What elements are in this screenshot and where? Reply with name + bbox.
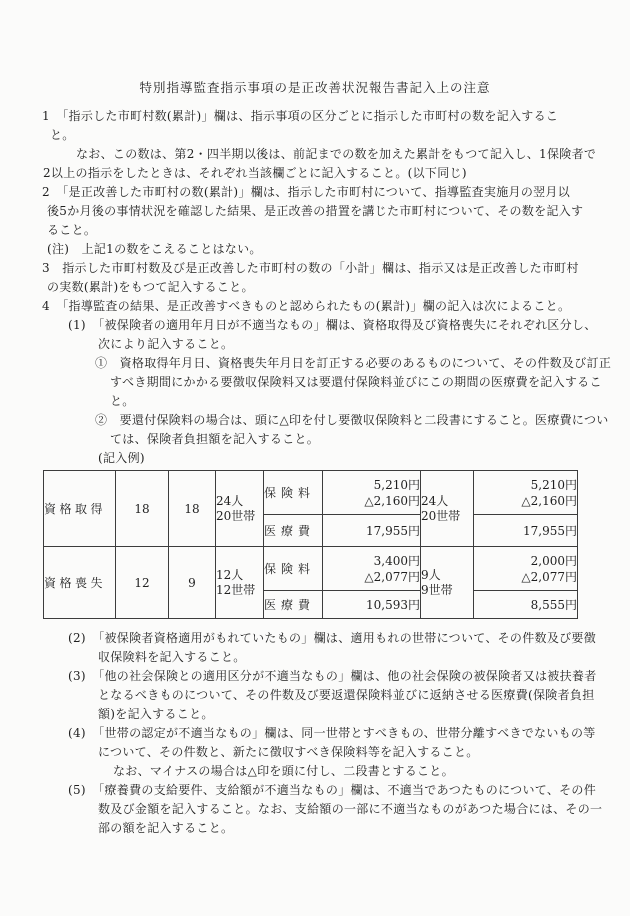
example-caption: (記入例): [98, 451, 145, 465]
persons-households-cell: [216, 471, 264, 547]
text-line: について、その件数と、新たに徴収すべき保険料等を記入すること。: [98, 745, 479, 759]
text-line: 4 「指導監査の結果、是正改善すべきものと認められたもの(累計)」欄の記入は次によること。: [42, 299, 571, 313]
text-line: (3) 「他の社会保険との適用区分が不適当なもの」欄は、他の社会保険の被保険者又は被扶養者: [68, 669, 597, 683]
text-line: (4) 「世帯の認定が不適当なもの」欄は、同一世帯とすべきもの、世帯分離すべきでないもの等: [68, 726, 596, 740]
persons-value: 12人: [216, 567, 244, 582]
text-line: なお、この数は、第2・四半期以後は、前記までの数を加えた累計をもつて記入し、1保険者で: [76, 147, 597, 161]
text-line: 3 指示した市町村数及び是正改善した市町村の数の「小計」欄は、指示又は是正改善した市町村: [42, 261, 579, 275]
body-text-bottom: [0, 629, 630, 838]
text-line: (2) 「被保険者資格適用がもれていたもの」欄は、適用もれの世帯について、その件数及び要徴: [68, 631, 597, 645]
premium-amount: 2,000円: [530, 553, 577, 568]
text-line: ② 要還付保険料の場合は、頭に△印を付し要徴収保険料と二段書にすること。医療費につい: [95, 413, 609, 427]
text-line: なお、マイナスの場合は△印を頭に付し、二段書とすること。: [113, 764, 454, 778]
households-value: 12世帯: [216, 582, 256, 597]
corrected-count-cell: 18: [169, 471, 216, 547]
category-cell: 資格喪失: [44, 547, 116, 619]
text-line: 数及び金額を記入すること。なお、支給額の一部に不適当なものがあつた場合には、その一: [98, 802, 603, 816]
premium-refund-amount: △2,160円: [364, 493, 420, 508]
premium-amount: 3,400円: [373, 553, 420, 568]
indicated-count-cell: 18: [116, 471, 169, 547]
premium-label-cell: 保険料: [264, 471, 323, 515]
category-cell: 資格取得: [44, 471, 116, 547]
premium-amount-cell: [323, 471, 421, 515]
premium-label-cell: 保険料: [264, 547, 323, 591]
text-line: (5) 「療養費の支給要件、支給額が不適当なもの」欄は、不適当であつたものについて、その件: [68, 783, 597, 797]
table-row: [44, 471, 578, 515]
table-row: [44, 547, 578, 591]
premium-amount-cell: [323, 547, 421, 591]
premium-amount: 5,210円: [373, 477, 420, 492]
persons-households-cell: [421, 547, 474, 619]
text-line: 2以上の指示をしたときは、それぞれ当該欄ごとに記入すること。(以下同じ): [43, 166, 467, 180]
text-line: 次により記入すること。: [98, 337, 234, 351]
medical-label-cell: 医療費: [264, 515, 323, 547]
medical-label-cell: 医療費: [264, 591, 323, 619]
text-line: すべき期間にかかる要徴収保険料又は要還付保険料並びにこの期間の医療費を記入するこ: [110, 375, 602, 389]
medical-amount-cell: 8,555円: [474, 591, 578, 619]
text-line: 後5か月後の事情状況を確認した結果、是正改善の措置を講じた市町村について、その数を記入す: [47, 204, 584, 218]
text-line: ① 資格取得年月日、資格喪失年月日を訂正する必要のあるものについて、その件数及び訂正: [95, 356, 612, 370]
premium-amount: 5,210円: [530, 477, 577, 492]
corrected-count-cell: 9: [169, 547, 216, 619]
text-line: の実数(累計)をもつて記入すること。: [47, 280, 254, 294]
premium-refund-amount: △2,077円: [521, 569, 577, 584]
persons-value: 24人: [216, 493, 244, 508]
text-line: 収保険料を記入すること。: [98, 650, 246, 664]
premium-amount-cell: [474, 471, 578, 515]
households-value: 20世帯: [216, 508, 256, 523]
text-line: 2 「是正改善した市町村の数(累計)」欄は、指示した市町村について、指導監査実施月の翌月以: [42, 185, 571, 199]
text-line: (1) 「被保険者の適用年月日が不適当なもの」欄は、資格取得及び資格喪失にそれぞれ区分し、: [68, 318, 597, 332]
premium-amount-cell: [474, 547, 578, 591]
text-line: ては、保険者負担額を記入すること。: [110, 432, 320, 446]
text-line: と。: [110, 394, 135, 408]
medical-amount-cell: 17,955円: [474, 515, 578, 547]
body-text-top: [0, 107, 630, 468]
text-line: 部の額を記入すること。: [98, 821, 234, 835]
text-line: 額)を記入すること。: [98, 707, 214, 721]
indicated-count-cell: 12: [116, 547, 169, 619]
page-title: 特別指導監査指示事項の是正改善状況報告書記入上の注意: [139, 80, 491, 95]
premium-refund-amount: △2,077円: [364, 569, 420, 584]
persons-households-cell: [216, 547, 264, 619]
medical-amount-cell: 10,593円: [323, 591, 421, 619]
text-line: と。: [50, 128, 75, 142]
households-value: 9世帯: [421, 582, 453, 597]
households-value: 20世帯: [421, 508, 461, 523]
persons-households-cell: [421, 471, 474, 547]
persons-value: 9人: [421, 567, 441, 582]
persons-value: 24人: [421, 493, 449, 508]
text-line: となるべきものについて、その件数及び要返還保険料並びに返納させる医療費(保険者負担: [98, 688, 595, 702]
text-line: (注) 上記1の数をこえることはない。: [47, 242, 262, 256]
medical-amount-cell: 17,955円: [323, 515, 421, 547]
text-line: ること。: [47, 223, 97, 237]
text-line: 1 「指示した市町村数(累計)」欄は、指示事項の区分ごとに指示した市町村の数を記入するこ: [42, 109, 559, 123]
entry-example-table: [43, 470, 578, 619]
premium-refund-amount: △2,160円: [521, 493, 577, 508]
